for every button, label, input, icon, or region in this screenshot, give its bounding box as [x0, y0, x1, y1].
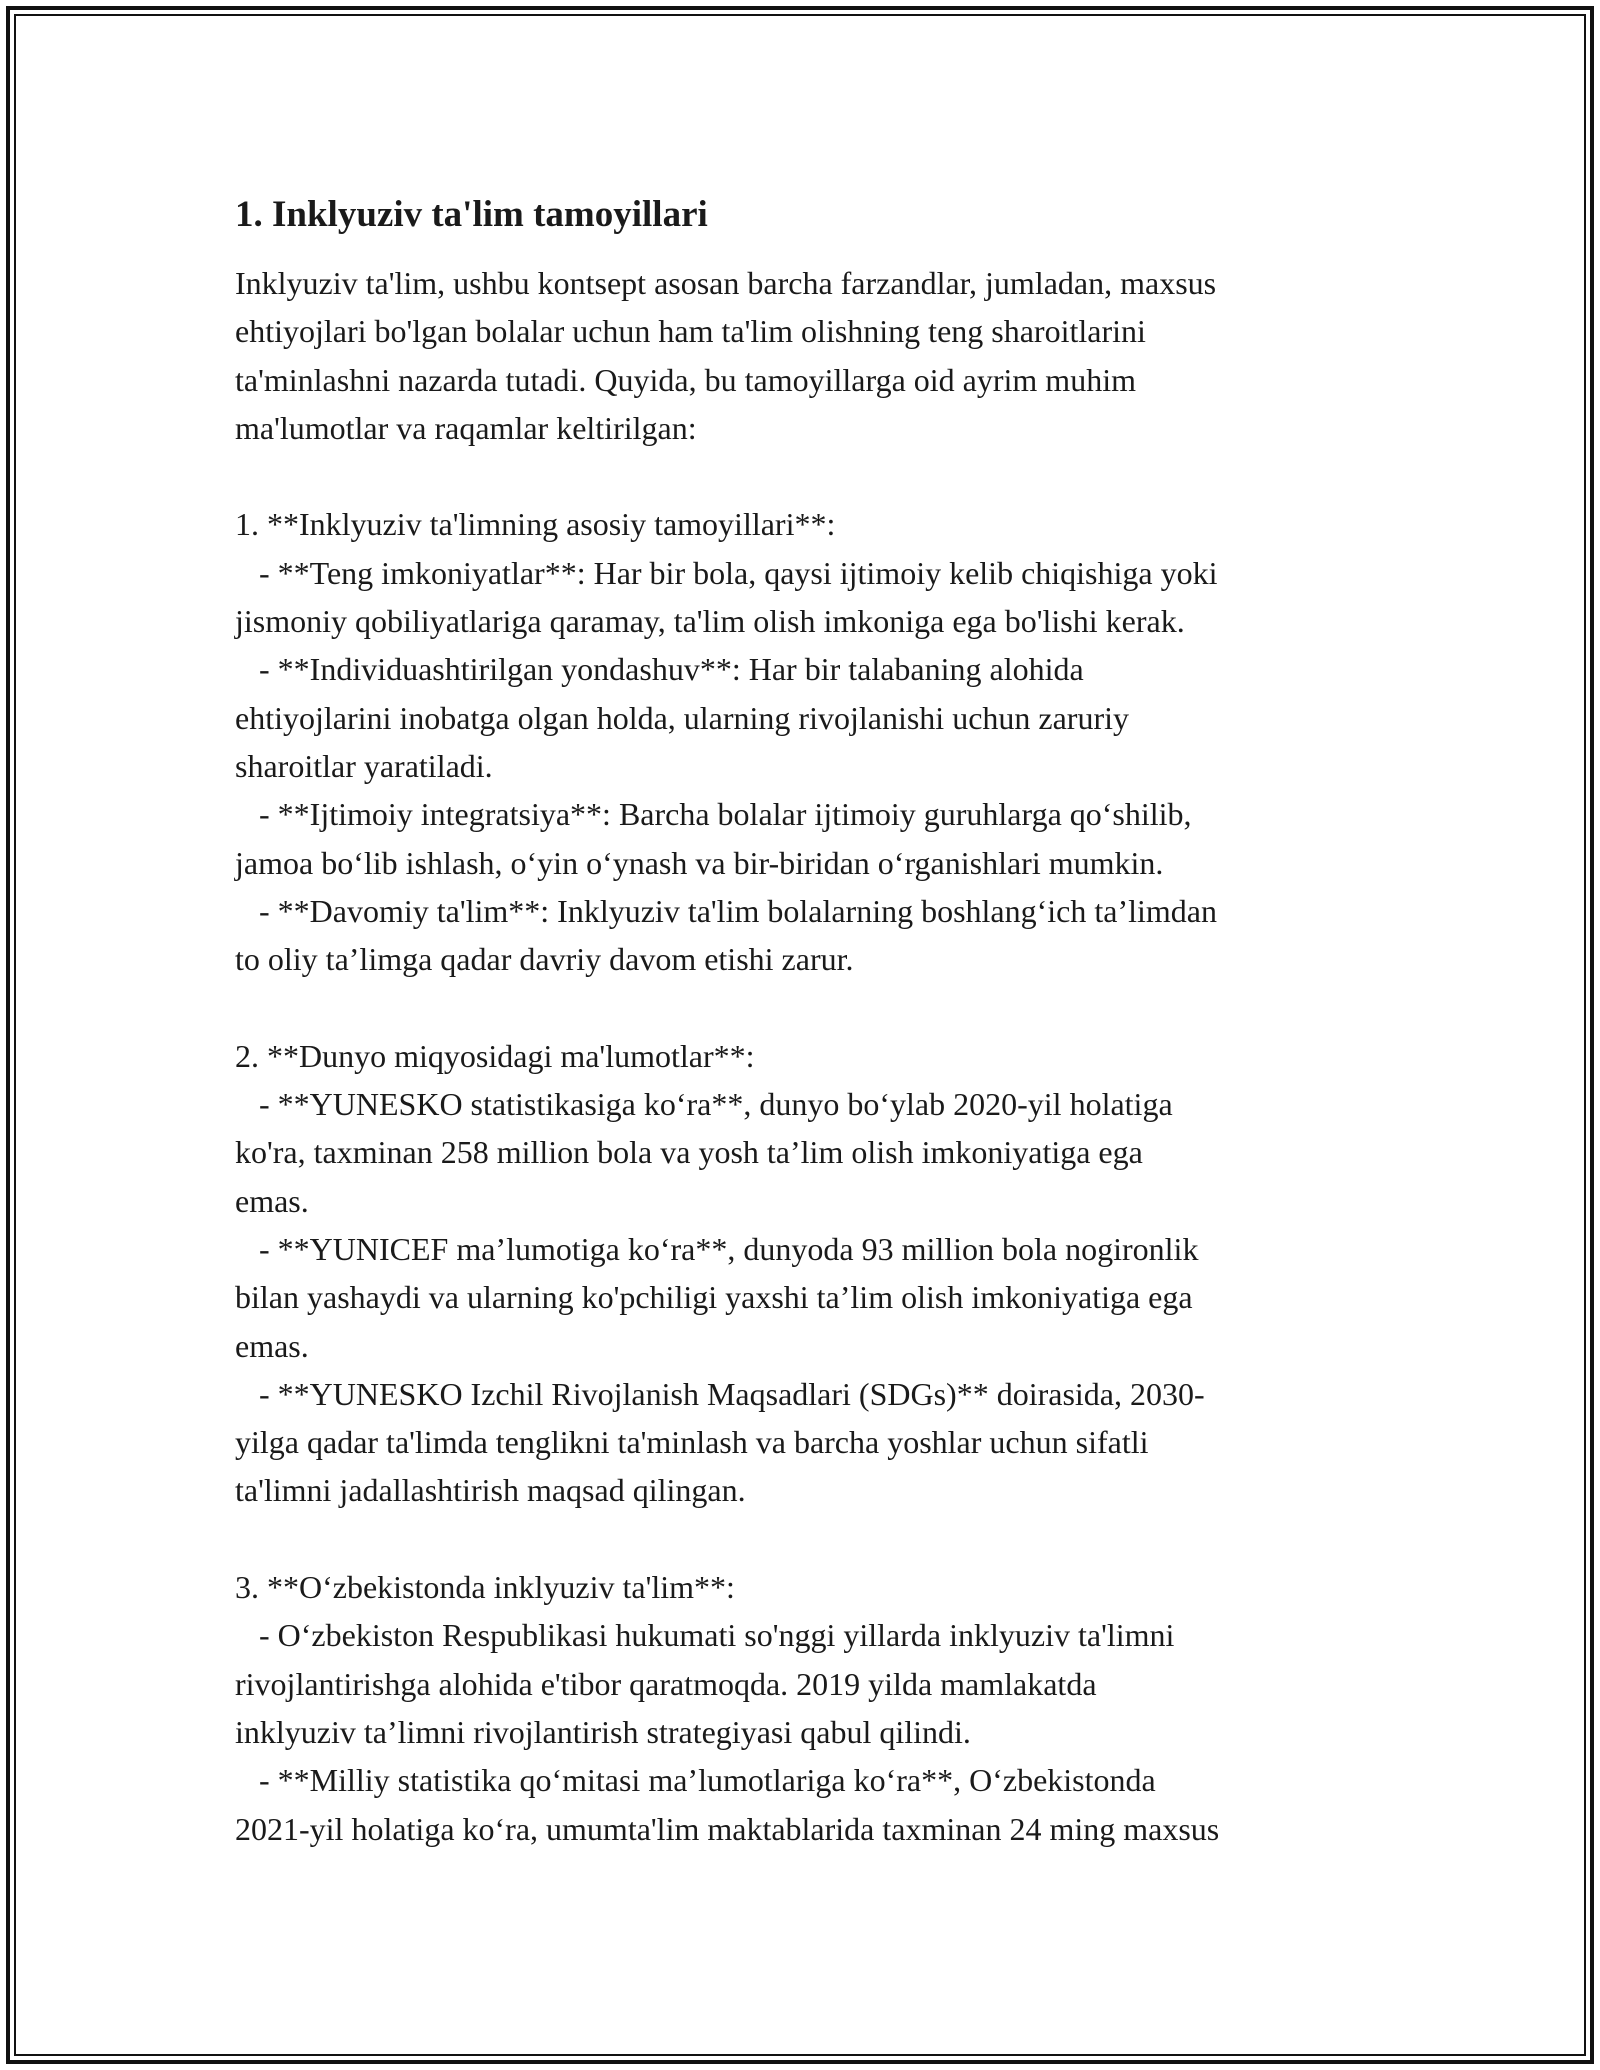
text-line: - O‘zbekiston Respublikasi hukumati so'nggi yillarda inklyuziv ta'limni [235, 1617, 1175, 1654]
text-line: 2. **Dunyo miqyosidagi ma'lumotlar**: [235, 1037, 755, 1074]
text-line: 1. **Inklyuziv ta'limning asosiy tamoyillari**: [235, 506, 836, 543]
text-line: - **Individuashtirilgan yondashuv**: Har bir talabaning alohida [235, 651, 1084, 688]
text-line: ehtiyojlari bo'lgan bolalar uchun ham ta'lim olishning teng sharoitlarini [235, 313, 1146, 350]
text-line: ta'limni jadallashtirish maqsad qilingan. [235, 1472, 746, 1509]
text-line: - **Milliy statistika qo‘mitasi ma’lumotlariga ko‘ra**, O‘zbekistonda [235, 1762, 1156, 1799]
text-line: inklyuziv ta’limni rivojlantirish strategiyasi qabul qilindi. [235, 1713, 971, 1750]
text-line [235, 452, 1375, 500]
text-line: - **YUNICEF ma’lumotiga ko‘ra**, dunyoda 93 million bola nogironlik [235, 1230, 1199, 1267]
text-line: jamoa bo‘lib ishlash, o‘yin o‘ynash va bir-biridan o‘rganishlari mumkin. [235, 844, 1164, 881]
text-line: - **YUNESKO statistikasiga ko‘ra**, dunyo bo‘ylab 2020-yil holatiga [235, 1086, 1173, 1123]
text-line: - **Davomiy ta'lim**: Inklyuziv ta'lim bolalarning boshlang‘ich ta’limdan [235, 892, 1217, 929]
text-line: sharoitlar yaratiladi. [235, 747, 493, 784]
text-line: Inklyuziv ta'lim, ushbu kontsept asosan barcha farzandlar, jumladan, maxsus [235, 265, 1217, 301]
text-line: - **Teng imkoniyatlar**: Har bir bola, qaysi ijtimoiy kelib chiqishiga yoki [235, 554, 1218, 591]
text-line: rivojlantirishga alohida e'tibor qaratmoqda. 2019 yilda mamlakatda [235, 1665, 1097, 1702]
text-line: jismoniy qobiliyatlariga qaramay, ta'lim olish imkoniga ega bo'lishi kerak. [235, 603, 1185, 640]
text-line: emas. [235, 1182, 309, 1219]
text-line: ehtiyojlarini inobatga olgan holda, ularning rivojlanishi uchun zaruriy [235, 699, 1129, 736]
text-line: to oliy ta’limga qadar davriy davom etishi zarur. [235, 941, 854, 978]
text-line [235, 1515, 1375, 1563]
body-text [235, 259, 1375, 1853]
text-line: - **Ijtimoiy integratsiya**: Barcha bolalar ijtimoiy guruhlarga qo‘shilib, [235, 796, 1192, 833]
text-line: ko'ra, taxminan 258 million bola va yosh ta’lim olish imkoniyatiga ega [235, 1134, 1143, 1171]
text-line: bilan yashaydi va ularning ko'pchiligi yaxshi ta’lim olish imkoniyatiga ega [235, 1279, 1193, 1316]
text-line: ta'minlashni nazarda tutadi. Quyida, bu tamoyillarga oid ayrim muhim [235, 361, 1136, 398]
text-line: ma'lumotlar va raqamlar keltirilgan: [235, 409, 697, 446]
text-line: - **YUNESKO Izchil Rivojlanish Maqsadlari (SDGs)** doirasida, 2030- [235, 1375, 1205, 1412]
text-line: emas. [235, 1327, 309, 1364]
section-heading: 1. Inklyuziv ta'lim tamoyillari [235, 194, 708, 235]
text-line: 3. **O‘zbekistonda inklyuziv ta'lim**: [235, 1569, 735, 1606]
document-body [235, 185, 1375, 1853]
text-line: yilga qadar ta'limda tenglikni ta'minlash va barcha yoshlar uchun sifatli [235, 1424, 1149, 1461]
text-line: 2021-yil holatiga ko‘ra, umumta'lim maktablarida taxminan 24 ming maxsus [235, 1810, 1220, 1847]
text-line [235, 983, 1375, 1031]
